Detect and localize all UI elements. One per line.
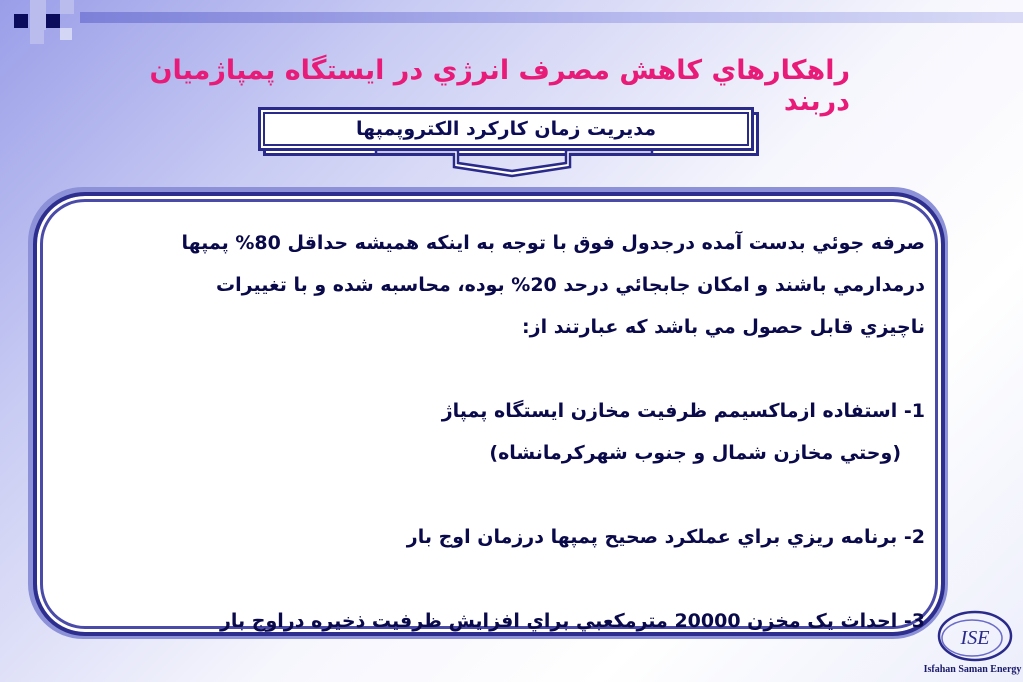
content-body <box>181 222 925 642</box>
list-item-2: 2- برنامه ريزي براي عملكرد صحيح پمپها درزمان اوج بار <box>406 526 925 548</box>
slide-title: راهكارهاي كاهش مصرف انرژي در ايستگاه پمپاژميان دربند <box>149 55 850 117</box>
logo-initials: ISE <box>960 627 990 649</box>
logo-company-name: Isfahan Saman Energy <box>923 664 1022 675</box>
paragraph-line-2: درمدارمي باشند و امكان جابجائي درحد 20% بوده، محاسبه شده و با تغييرات <box>216 274 925 296</box>
subtitle-text: مديريت زمان كاركرد الكتروپمپها <box>356 118 656 140</box>
list-item-1-line-2: (وحتي مخازن شمال و جنوب شهركرمانشاه) <box>489 442 901 464</box>
list-item-1-line-1: 1- استفاده ازماكسيمم ظرفيت مخازن ايستگاه پمپاژ <box>441 400 925 422</box>
paragraph-line-3: ناچيزي قابل حصول مي باشد كه عبارتند از: <box>522 316 925 338</box>
down-arrow-icon <box>0 0 1023 200</box>
list-item-3: 3- احداث يک مخزن 20000 مترمكعبي براي افزايش ظرفيت ذخيره دراوج بار <box>219 610 925 632</box>
paragraph-line-1: صرفه جوئي بدست آمده درجدول فوق با توجه به اينكه هميشه حداقل 80% پمپها <box>181 232 925 254</box>
